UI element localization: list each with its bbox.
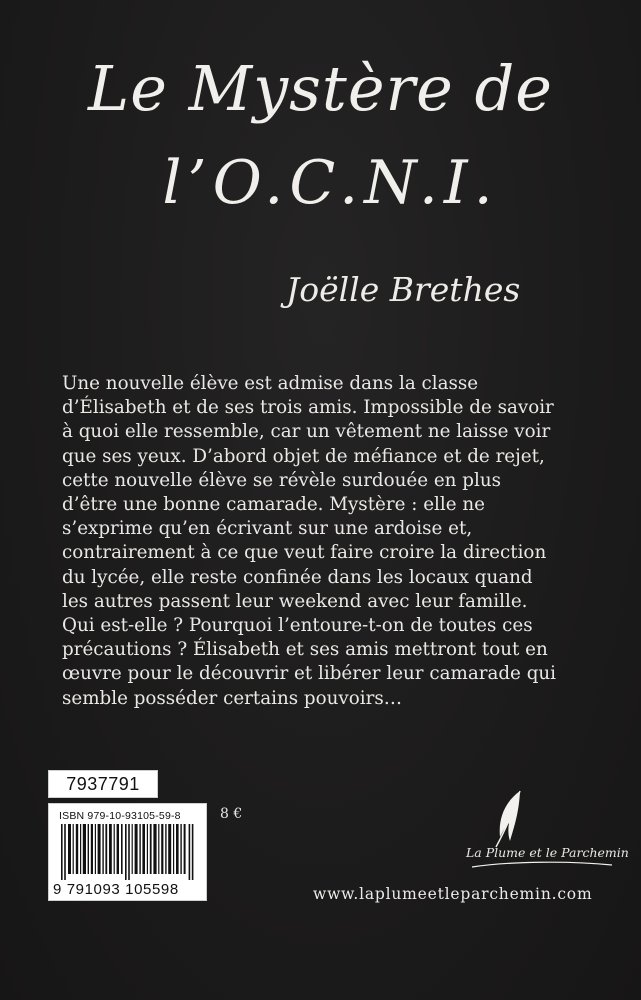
- publisher-logo-text: La Plume et le Parchemin: [466, 845, 629, 860]
- author-name: Joëlle Brethes: [286, 270, 521, 309]
- synopsis-line: œuvre pour le découvrir et libérer leur camarade qui: [62, 663, 557, 685]
- product-code-label: 7937791: [48, 770, 158, 798]
- synopsis-line: que ses yeux. D’abord objet de méfiance et de rejet,: [62, 445, 545, 467]
- barcode-icon: [61, 824, 195, 880]
- synopsis-line: à quoi elle ressemble, car un vêtement ne laisse voir: [62, 421, 551, 443]
- synopsis-line: d’Élisabeth et de ses trois amis. Impossible de savoir: [62, 397, 554, 419]
- synopsis-line: Qui est-elle ? Pourquoi l’entoure-t-on de toutes ces: [62, 615, 533, 637]
- publisher-website: www.laplumeetleparchemin.com: [313, 885, 593, 903]
- synopsis-line: Une nouvelle élève est admise dans la classe: [62, 373, 479, 394]
- book-title-line-1: Le Mystère de: [88, 52, 553, 125]
- book-title-line-2: l’O.C.N.I.: [162, 148, 499, 218]
- synopsis-line: précautions ? Élisabeth et ses amis mettront tout en: [62, 639, 548, 661]
- synopsis-line: les autres passent leur weekend avec leur famille.: [62, 590, 528, 612]
- price: 8 €: [220, 806, 243, 822]
- synopsis-line: cette nouvelle élève se révèle surdouée en plus: [62, 469, 501, 491]
- synopsis-line: du lycée, elle reste confinée dans les locaux quand: [62, 566, 533, 588]
- synopsis-line: s’exprime qu’en écrivant sur une ardoise et,: [62, 518, 473, 540]
- isbn-barcode: [48, 803, 207, 901]
- synopsis-line: contrairement à ce que veut faire croire la direction: [62, 542, 547, 564]
- barcode-digits: 9 791093 105598: [53, 881, 179, 898]
- synopsis-line: d’être une bonne camarade. Mystère : elle ne: [62, 494, 485, 516]
- synopsis-text: [62, 372, 582, 711]
- synopsis-line: semble posséder certains pouvoirs…: [62, 687, 402, 709]
- isbn-label: ISBN 979-10-93105-59-8: [59, 810, 181, 822]
- publisher-feather-logo-icon: [462, 787, 622, 877]
